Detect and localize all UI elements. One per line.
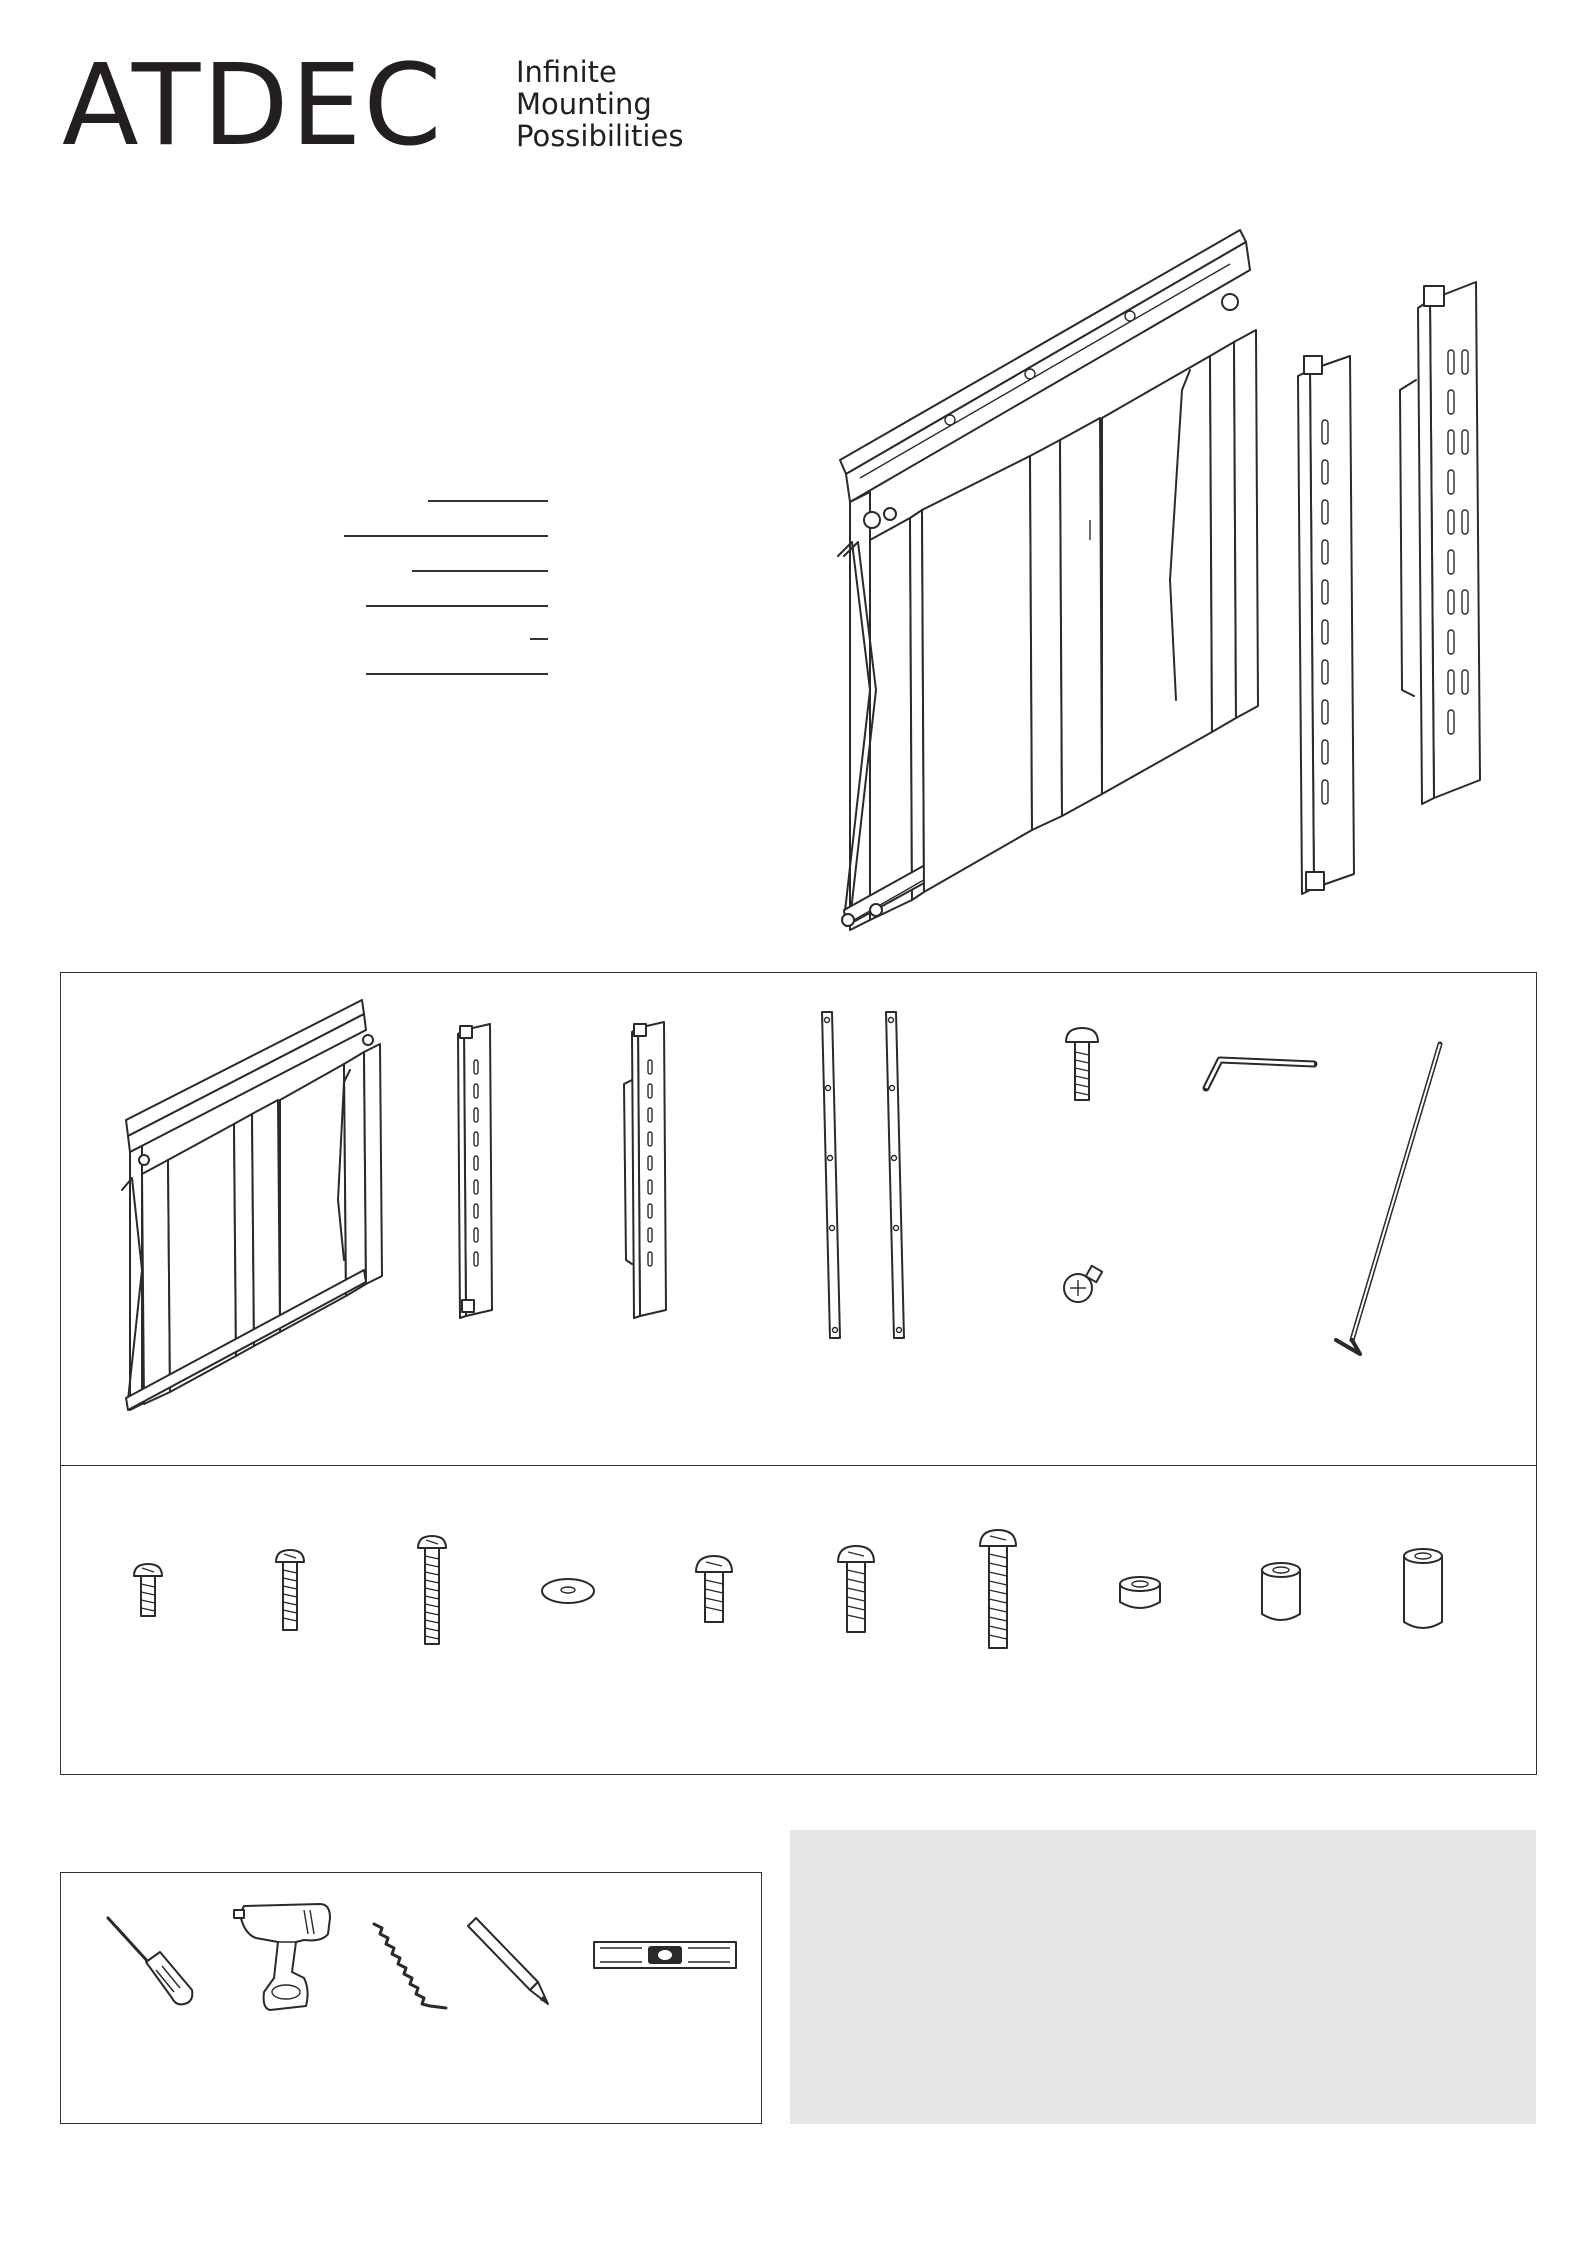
- wall-plate-frame-icon: [118, 1000, 398, 1420]
- small-screw-icon: [1060, 1262, 1106, 1308]
- brand-logo: ATDEC: [62, 41, 444, 171]
- screwdriver-icon: [102, 1912, 198, 2008]
- brand-tagline: [516, 56, 683, 152]
- spec-field-line-2: [344, 535, 548, 537]
- washer-icon: [540, 1576, 596, 1606]
- spirit-level-icon: [592, 1940, 738, 1972]
- drill-icon: [234, 1898, 334, 2014]
- screw-medium-icon: [272, 1548, 308, 1634]
- tagline-line-2: Mounting: [516, 87, 652, 121]
- release-rod-icon: [1330, 1040, 1450, 1360]
- screw-large-long-icon: [976, 1528, 1020, 1652]
- spacer-small-icon: [1116, 1574, 1164, 1614]
- product-assembly-illustration: [830, 220, 1530, 940]
- screw-large-short-icon: [692, 1554, 736, 1626]
- spec-field-line-1: [428, 500, 548, 502]
- screw-large-medium-icon: [834, 1544, 878, 1636]
- strap-pair-icon: [818, 1008, 908, 1348]
- tagline-line-3: Possibilities: [516, 119, 684, 153]
- note-panel: [790, 1830, 1536, 2124]
- spec-field-line-3: [412, 570, 548, 572]
- spacer-large-icon: [1400, 1546, 1446, 1634]
- screw-long-icon: [414, 1534, 450, 1648]
- spec-field-line-5: [530, 638, 548, 640]
- bolt-icon: [1062, 1026, 1102, 1106]
- drill-bit-icon: [370, 1920, 456, 2010]
- spec-field-line-6: [366, 673, 548, 675]
- tagline-line-1: Infinite: [516, 55, 617, 89]
- spec-field-line-4: [366, 605, 548, 607]
- left-rail-icon: [454, 1020, 504, 1320]
- hex-key-icon: [1200, 1054, 1320, 1094]
- spacer-medium-icon: [1258, 1560, 1304, 1626]
- pencil-icon: [466, 1916, 552, 2006]
- screw-short-icon: [130, 1562, 166, 1622]
- right-rail-icon: [620, 1020, 680, 1320]
